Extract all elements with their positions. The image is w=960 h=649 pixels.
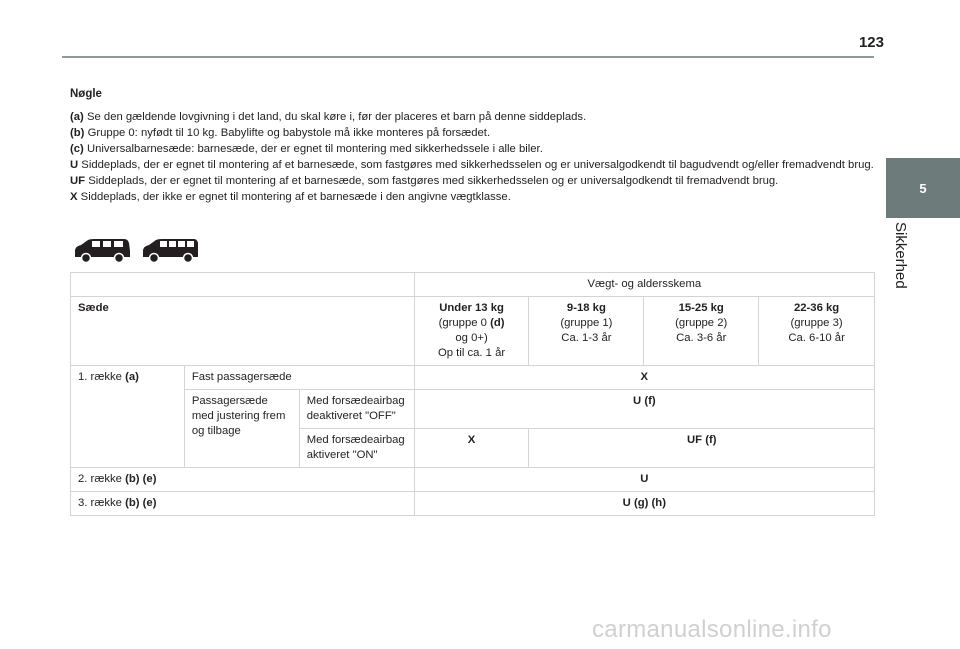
table-value: U (g) (h)	[414, 492, 874, 516]
key-line	[70, 157, 880, 173]
group-line: (gruppe 1)	[560, 317, 613, 329]
key-marker: (a)	[70, 111, 84, 123]
key-marker: X	[70, 191, 78, 203]
key-section	[70, 86, 880, 205]
table-value: X	[414, 429, 529, 468]
seat-type: Fast passagersæde	[184, 366, 414, 390]
group-header	[414, 297, 529, 366]
top-rule	[62, 56, 874, 58]
group-line: (gruppe 2)	[675, 317, 728, 329]
key-line	[70, 125, 880, 141]
group-line: Ca. 1-3 år	[561, 332, 612, 344]
group-line: Op til ca. 1 år	[437, 347, 506, 359]
airbag-state: Med forsædeairbag deaktiveret "OFF"	[299, 390, 414, 429]
group-weight: 9-18 kg	[566, 302, 606, 314]
key-marker: (c)	[70, 143, 84, 155]
table-value: X	[414, 366, 874, 390]
table-value: UF (f)	[529, 429, 875, 468]
row-label-note: (b) (e)	[125, 497, 157, 509]
group-line: og 0+)	[455, 332, 488, 344]
key-marker: (b)	[70, 127, 85, 139]
key-line	[70, 173, 880, 189]
group-header	[644, 297, 759, 366]
key-text: Siddeplads, der ikke er egnet til montering af et barnesæde i den angivne vægtklasse.	[77, 191, 511, 203]
group-weight: 22-36 kg	[793, 302, 840, 314]
group-note: (d)	[490, 317, 505, 329]
table-row	[71, 390, 875, 429]
vehicle-icons	[72, 237, 200, 263]
child-seat-table	[70, 272, 875, 516]
table-row	[71, 492, 875, 516]
group-text: (gruppe 0	[438, 317, 491, 329]
group-weight: Under 13 kg	[439, 302, 504, 314]
key-line	[70, 109, 880, 125]
car-side-short-icon	[72, 237, 132, 263]
group-weight: 15-25 kg	[678, 302, 724, 314]
row-label-note: (b) (e)	[125, 473, 157, 485]
group-line: Ca. 3-6 år	[676, 332, 727, 344]
row-label-text: 3. række	[78, 497, 126, 509]
key-text: Siddeplads, der er egnet til montering af et barnesæde, som fastgøres med sikkerhedsselen og er universalgodkendt til bagudvendt og/eller fremadvendt brug.	[78, 159, 874, 171]
seat-header: Sæde	[71, 297, 415, 366]
chapter-number: 5	[919, 180, 927, 196]
table-value: U (f)	[414, 390, 874, 429]
key-title: Nøgle	[70, 88, 102, 100]
row-label-text: 1. række	[78, 371, 126, 383]
table-row	[71, 273, 875, 297]
row-label-text: 2. række	[78, 473, 126, 485]
car-side-long-icon	[140, 237, 200, 263]
seat-type: Passagersæde med justering frem og tilbage	[184, 390, 299, 468]
chapter-title-text: Sikkerhed	[892, 222, 909, 289]
table-row	[71, 366, 875, 390]
key-line	[70, 189, 880, 205]
chapter-tab[interactable]	[886, 158, 960, 218]
table-cell-empty	[71, 273, 415, 297]
chapter-title	[891, 222, 911, 302]
key-text: Siddeplads, der er egnet til montering af et barnesæde, som fastgøres med sikkerhedsselen og er universalgodkendt til fremadvendt brug.	[85, 175, 779, 187]
watermark: carmanualsonline.info	[592, 616, 832, 643]
row-label	[71, 492, 415, 516]
table-value: U	[414, 468, 874, 492]
table-row	[71, 468, 875, 492]
key-text: Universalbarnesæde: barnesæde, der er egnet til montering med sikkerhedssele i alle biler.	[83, 143, 543, 155]
key-line	[70, 141, 880, 157]
group-line: (gruppe 3)	[790, 317, 843, 329]
row-label	[71, 468, 415, 492]
row-label	[71, 366, 185, 468]
key-marker: UF	[70, 175, 86, 187]
table-row	[71, 297, 875, 366]
row-label-note: (a)	[125, 371, 139, 383]
group-line: Ca. 6-10 år	[788, 332, 845, 344]
key-marker: U	[70, 159, 79, 171]
page-number: 123	[858, 34, 884, 51]
group-header	[529, 297, 644, 366]
group-line	[422, 316, 522, 331]
airbag-state: Med forsædeairbag aktiveret "ON"	[299, 429, 414, 468]
scheme-header: Vægt- og aldersskema	[414, 273, 874, 297]
group-header	[759, 297, 875, 366]
key-text: Gruppe 0: nyfødt til 10 kg. Babylifte og babystole må ikke monteres på forsædet.	[84, 127, 491, 139]
key-text: Se den gældende lovgivning i det land, du skal køre i, før der placeres et barn på denne siddeplads.	[83, 111, 587, 123]
